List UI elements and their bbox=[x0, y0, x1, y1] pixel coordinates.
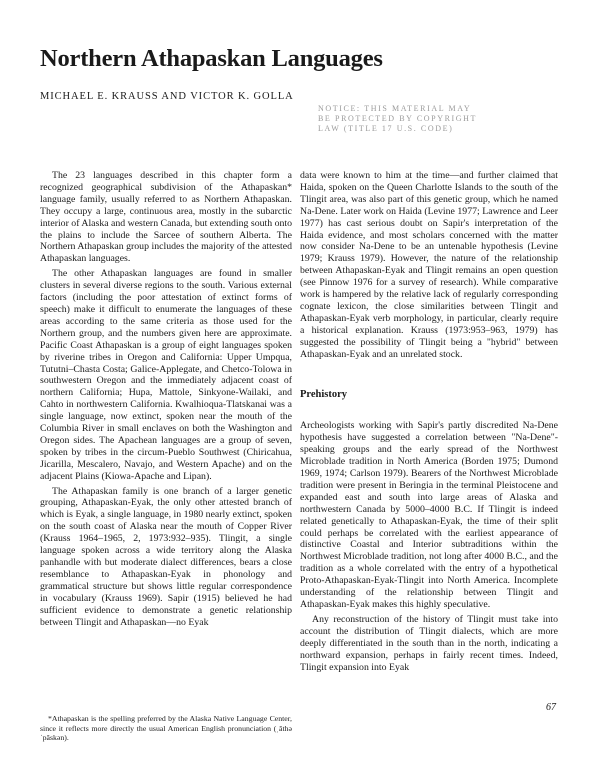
paragraph: The other Athapaskan languages are found in smaller clusters in several diverse regions to the south. Various external factors (including the poor attestation of extinct forms of speech) make it difficult to enumerate the languages of these areas according to the same criteria as those used for the Northern group, and the numbers given here are approximate. Pacific Coast Athapaskan is a group of eight languages spoken by riverine tribes in Oregon and California: Upper Umpqua, Tututni–Chasta Costa; Galice-Applegate, and Chetco-Tolowa in southwestern Oregon and the immediately adjacent coast of northern California; Hupa, Mattole, Sinkyone-Wailaki, and Cahto in northwestern California. Kwalhioqua-Tlatskanai was a single language, now extinct, spoken near the mouth of the Columbia River in small enclaves on both the Washington and Oregon sides. The Apachean languages are a group of seven, spoken by tribes in the circum-Pueblo Southwest (Chiricahua, Jicarilla, Mescalero, Navajo, and Western Apache) and on the adjacent Plains (Kiowa-Apache and Lipan). bbox=[40, 268, 292, 482]
page-title: Northern Athapaskan Languages bbox=[40, 45, 383, 72]
notice-line: NOTICE: THIS MATERIAL MAY bbox=[318, 104, 472, 113]
paragraph: The 23 languages described in this chapter form a recognized geographical subdivision of the Athapaskan* language family, usually referred to as Northern Athapaskan. They occupy a large, continuous area, mostly in the subarctic interior of Alaska and western Canada, but extending south onto the plains to include the Sarcee of southern Alberta. The Northern Athapaskan group includes the majority of the attested Athapaskan languages. bbox=[40, 170, 292, 265]
paragraph: Archeologists working with Sapir's partly discredited Na-Dene hypothesis have suggested a correlation between "Na-Dene"-speaking groups and the early spread of the Northwest Microblade tradition in North America (Borden 1975; Dumond 1969, 1974; Carlson 1979). Bearers of the Northwest Microblade tradition were present in Beringia in the terminal Pleistocene and expanded east and south into large areas of Alaska and northwestern Canada by 5000–4000 B.C. If Tlingit is indeed related genetically to Athapaskan-Eyak, the time of their split could perhaps be correlated with the earliest appearance of distinctive Coastal and Interior subtraditions within the Northwest Microblade tradition, not long after 4000 B.C., and the tradition as a whole correlated with the entry of a hypothetical Proto-Athapaskan-Eyak-Tlingit into North America. Incomplete understanding of the relationship between Tlingit and Athapaskan-Eyak makes this highly speculative. bbox=[300, 420, 558, 610]
page-number: 67 bbox=[546, 702, 556, 713]
paragraph: Any reconstruction of the history of Tlingit must take into account the distribution of Tlingit dialects, which are more deeply differentiated in the south than in the north, indicating a northward expansion, perhaps in fairly recent times. Indeed, Tlingit expansion into Eyak bbox=[300, 613, 558, 673]
footnote: *Athapaskan is the spelling preferred by the Alaska Native Language Center, since it reflects more directly the usual American English pronunciation (ˌăthəˈpăskən). bbox=[40, 714, 292, 743]
notice-line: LAW (TITLE 17 U.S. CODE) bbox=[318, 124, 454, 133]
left-column bbox=[40, 170, 292, 770]
notice-line: BE PROTECTED BY COPYRIGHT bbox=[318, 114, 478, 123]
section-heading: Prehistory bbox=[300, 388, 348, 400]
paragraph: data were known to him at the time—and further claimed that Haida, spoken on the Queen Charlotte Islands to the south of the Tlingit area, was also part of this genetic group, which he named Na-Dene. Later work on Haida (Levine 1977; Lawrence and Leer 1977) has cast serious doubt on Sapir's interpretation of the Haida evidence, and most scholars concerned with the matter now consider Na-Dene to be an untenable hypothesis (Levine 1979; Krauss 1979). However, the nature of the relationship between Athapaskan-Eyak and Tlingit remains an open question (see Pinnow 1976 for a survey of research). While comparative work is hampered by the relative lack of regularly corresponding cognate lexicon, the close similarities between Tlingit and Athapaskan-Eyak verb morphology, in particular, clearly require a historical explanation. Krauss (1973:953–963, 1979) has suggested the possibility of Tlingit being a "hybrid" between Athapaskan-Eyak and an unrelated stock. bbox=[300, 170, 558, 360]
paragraph: The Athapaskan family is one branch of a larger genetic grouping, Athapaskan-Eyak, the only other attested branch of which is Eyak, a single language, in 1980 nearly extinct, spoken on the south coast of Alaska near the mouth of Copper River (Krauss 1964–1965, 2, 1973:932–935). Tlingit, a single language spoken across a wide territory along the Alaska panhandle with but moderate dialect differences, bears a close resemblance to Athapaskan-Eyak in phonology and grammatical structure but shows little regular correspondence in vocabulary (Krauss 1969). Sapir (1915) believed he had sufficient evidence to demonstrate a genetic relationship between Tlingit and Athapaskan—no Eyak bbox=[40, 485, 292, 628]
authors: MICHAEL E. KRAUSS AND VICTOR K. GOLLA bbox=[40, 91, 294, 102]
copyright-notice-stamp bbox=[318, 104, 558, 134]
right-column bbox=[300, 170, 558, 673]
